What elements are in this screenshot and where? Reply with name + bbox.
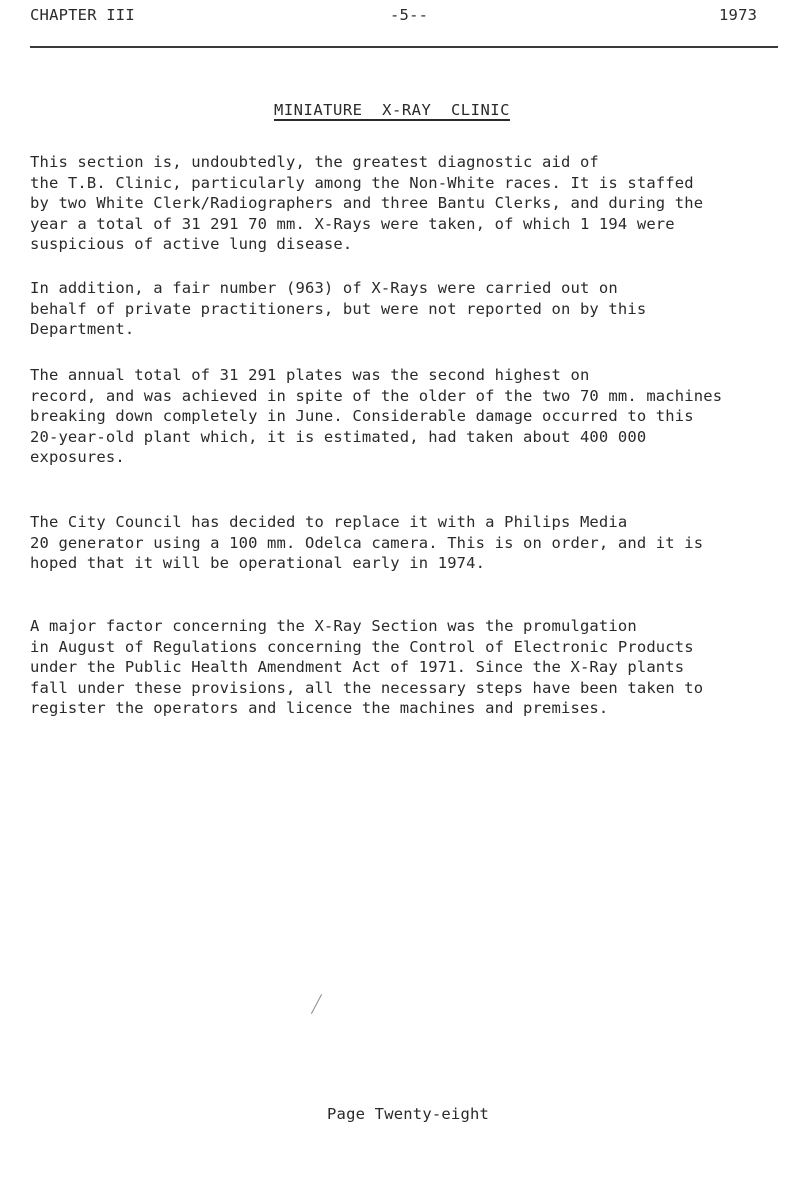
- stray-pen-mark: [311, 994, 322, 1014]
- header-rule: [30, 46, 778, 48]
- paragraph-replacement: The City Council has decided to replace it with a Philips Media 20 generator using a 100 mm. Odelca camera. This is on order, and it is hoped that it will be operational early in 1974.: [30, 513, 704, 572]
- paragraph-annual-total: The annual total of 31 291 plates was the second highest on record, and was achieved in spite of the older of the two 70 mm. machines breaking down completely in June. Considerable damage occurred to this 20-year-old plant which, it is estimated, had taken about 400 000 exposures.: [30, 366, 723, 466]
- section-title: MINIATURE X-RAY CLINIC: [274, 101, 510, 119]
- page-number: -5--: [390, 6, 429, 24]
- report-year: 1973: [719, 6, 758, 24]
- paragraph-staffing: This section is, undoubtedly, the greatest diagnostic aid of the T.B. Clinic, particularly among the Non-White races. It is staffed by two White Clerk/Radiographers and three Bantu Clerks, and during the year a total of 31 291 70 mm. X-Rays were taken, of which 1 194 were suspicious of active lung disease.: [30, 153, 704, 253]
- page-header: [30, 6, 778, 36]
- paragraph-regulations: A major factor concerning the X-Ray Section was the promulgation in August of Regulations concerning the Control of Electronic Products under the Public Health Amendment Act of 1971. Since the X-Ray plants fall under these provisions, all the necessary steps have been taken to register the operators and licence the machines and premises.: [30, 617, 704, 717]
- paragraph-private-practitioners: In addition, a fair number (963) of X-Rays were carried out on behalf of private practitioners, but were not reported on by this Department.: [30, 279, 647, 338]
- chapter-label: CHAPTER III: [30, 6, 135, 24]
- page-footer: Page Twenty-eight: [327, 1105, 490, 1123]
